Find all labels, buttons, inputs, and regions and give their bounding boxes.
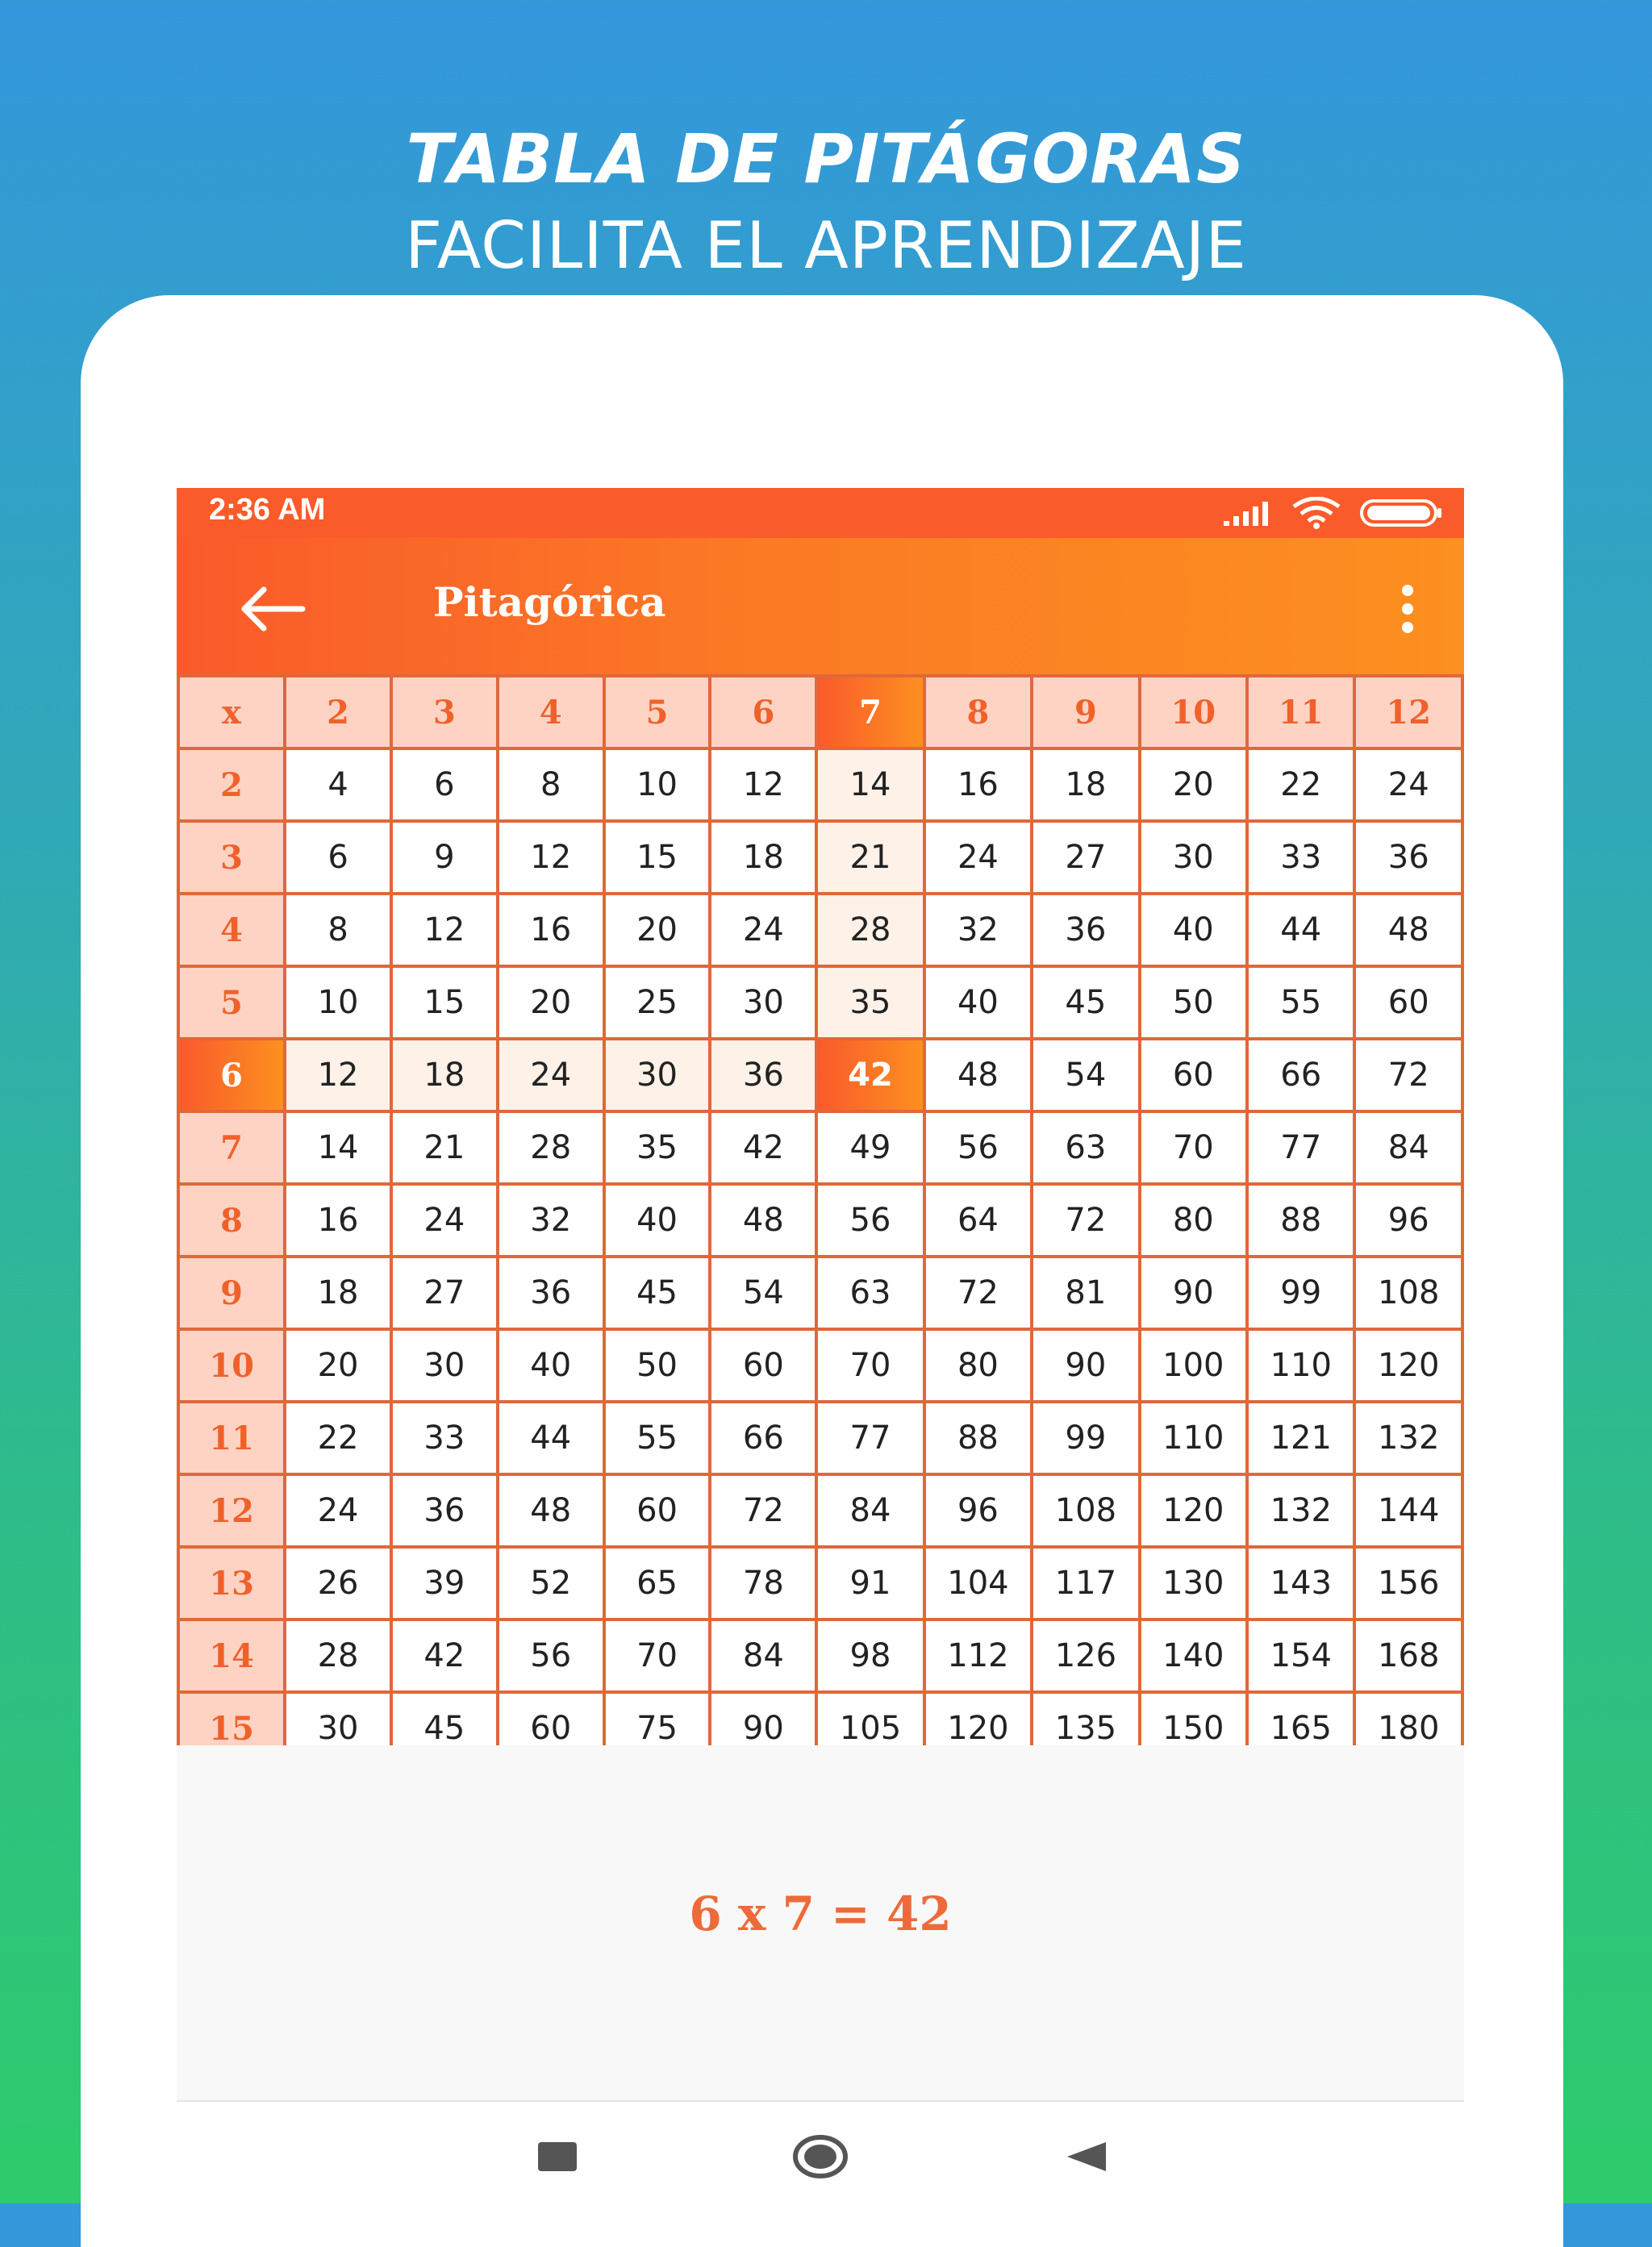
row-header[interactable]: 13 [178,1547,285,1620]
table-corner: x [178,676,285,748]
product-cell[interactable]: 52 [498,1547,604,1620]
table-row [178,1620,1462,1692]
product-cell[interactable]: 27 [391,1257,498,1329]
row-header[interactable]: 4 [178,894,285,966]
product-cell[interactable]: 54 [1032,1039,1139,1111]
product-cell[interactable]: 9 [391,821,498,894]
product-cell[interactable]: 78 [710,1547,816,1620]
product-cell[interactable]: 24 [1354,748,1462,821]
app-bar [177,538,1464,678]
product-cell[interactable]: 44 [498,1402,604,1474]
product-cell[interactable]: 168 [1354,1620,1462,1692]
product-cell[interactable]: 180 [1354,1692,1462,1745]
table-row [178,1111,1462,1184]
column-header[interactable]: 7 [816,676,924,748]
product-cell[interactable]: 84 [816,1474,924,1547]
product-cell[interactable]: 135 [1032,1692,1139,1745]
product-cell[interactable]: 45 [604,1257,711,1329]
product-cell[interactable]: 132 [1247,1474,1354,1547]
product-cell[interactable]: 18 [1032,748,1139,821]
table-row [178,821,1462,894]
product-cell[interactable]: 21 [816,821,924,894]
column-header[interactable]: 9 [1032,676,1139,748]
product-cell[interactable]: 84 [710,1620,816,1692]
product-cell[interactable]: 156 [1354,1547,1462,1620]
product-cell[interactable]: 81 [1032,1257,1139,1329]
product-cell[interactable]: 6 [391,748,498,821]
column-header[interactable]: 8 [924,676,1032,748]
product-cell[interactable]: 120 [1140,1474,1247,1547]
promo-title: TABLA DE PITÁGORAS [406,119,1246,198]
product-cell[interactable]: 20 [285,1329,391,1402]
product-cell[interactable]: 60 [1354,966,1462,1039]
product-cell[interactable]: 30 [604,1039,711,1111]
product-cell[interactable]: 72 [1354,1039,1462,1111]
product-cell[interactable]: 44 [1247,894,1354,966]
column-header[interactable]: 2 [285,676,391,748]
product-cell[interactable]: 25 [604,966,711,1039]
product-cell[interactable]: 36 [391,1474,498,1547]
product-cell[interactable]: 72 [1032,1184,1139,1257]
product-cell[interactable]: 75 [604,1692,711,1745]
product-cell[interactable]: 15 [391,966,498,1039]
product-cell[interactable]: 108 [1354,1257,1462,1329]
product-cell[interactable]: 22 [285,1402,391,1474]
product-cell[interactable]: 48 [924,1039,1032,1111]
table-row [178,1402,1462,1474]
product-cell[interactable]: 50 [1140,966,1247,1039]
product-cell[interactable]: 20 [498,966,604,1039]
product-cell[interactable]: 45 [1032,966,1139,1039]
product-cell[interactable]: 15 [604,821,711,894]
product-cell[interactable]: 30 [1140,821,1247,894]
product-cell[interactable]: 24 [710,894,816,966]
product-cell[interactable]: 18 [391,1039,498,1111]
product-cell[interactable]: 36 [1032,894,1139,966]
product-cell[interactable]: 28 [285,1620,391,1692]
product-cell[interactable]: 54 [710,1257,816,1329]
product-cell[interactable]: 55 [604,1402,711,1474]
circle-home-icon [792,2134,849,2179]
table-row [178,1474,1462,1547]
product-cell[interactable]: 90 [1032,1329,1139,1402]
product-cell[interactable]: 39 [391,1547,498,1620]
table-row [178,894,1462,966]
product-cell[interactable]: 35 [816,966,924,1039]
product-cell[interactable]: 56 [498,1620,604,1692]
recents-button[interactable] [529,2132,586,2181]
square-recents-icon [535,2139,580,2174]
promo-subtitle: FACILITA EL APRENDIZAJE [405,208,1247,283]
arrow-left-icon [233,570,311,648]
product-cell[interactable]: 28 [498,1111,604,1184]
row-header[interactable]: 9 [178,1257,285,1329]
back-button[interactable] [233,570,311,648]
product-cell[interactable]: 40 [924,966,1032,1039]
product-cell[interactable]: 63 [1032,1111,1139,1184]
product-cell[interactable]: 42 [710,1111,816,1184]
product-cell[interactable]: 91 [816,1547,924,1620]
product-cell[interactable]: 88 [924,1402,1032,1474]
product-cell[interactable]: 98 [816,1620,924,1692]
product-cell[interactable]: 90 [1140,1257,1247,1329]
product-cell[interactable]: 80 [924,1329,1032,1402]
product-cell[interactable]: 70 [1140,1111,1247,1184]
product-cell[interactable]: 27 [1032,821,1139,894]
product-cell[interactable]: 132 [1354,1402,1462,1474]
product-cell[interactable]: 8 [285,894,391,966]
home-button[interactable] [792,2132,849,2181]
product-cell[interactable]: 144 [1354,1474,1462,1547]
product-cell[interactable]: 14 [285,1111,391,1184]
product-cell[interactable]: 8 [498,748,604,821]
product-cell[interactable]: 48 [1354,894,1462,966]
row-header[interactable]: 10 [178,1329,285,1402]
product-cell[interactable]: 108 [1032,1474,1139,1547]
table-row [178,1184,1462,1257]
product-cell[interactable]: 105 [816,1692,924,1745]
row-header[interactable]: 11 [178,1402,285,1474]
result-panel [177,1745,1464,2100]
row-header[interactable]: 3 [178,821,285,894]
product-cell[interactable]: 66 [1247,1039,1354,1111]
product-cell[interactable]: 56 [816,1184,924,1257]
table-row [178,1692,1462,1745]
product-cell[interactable]: 40 [1140,894,1247,966]
product-cell[interactable]: 24 [285,1474,391,1547]
product-cell[interactable]: 12 [285,1039,391,1111]
product-cell[interactable]: 117 [1032,1547,1139,1620]
product-cell[interactable]: 143 [1247,1547,1354,1620]
column-header[interactable]: 5 [604,676,711,748]
status-icons [1222,494,1443,532]
column-header[interactable]: 10 [1140,676,1247,748]
column-header[interactable]: 6 [710,676,816,748]
column-header[interactable]: 11 [1247,676,1354,748]
product-cell[interactable]: 26 [285,1547,391,1620]
product-cell[interactable]: 112 [924,1620,1032,1692]
table-row [178,1329,1462,1402]
product-cell[interactable]: 36 [1354,821,1462,894]
product-cell[interactable]: 60 [604,1474,711,1547]
row-header[interactable]: 15 [178,1692,285,1745]
row-header[interactable]: 12 [178,1474,285,1547]
product-cell[interactable]: 104 [924,1547,1032,1620]
status-time: 2:36 AM [209,493,326,527]
app-title: Pitagórica [433,578,666,626]
table-row [178,1547,1462,1620]
product-cell[interactable]: 49 [816,1111,924,1184]
product-cell[interactable]: 36 [710,1039,816,1111]
product-cell[interactable]: 126 [1032,1620,1139,1692]
product-cell[interactable]: 99 [1032,1402,1139,1474]
product-cell[interactable]: 70 [604,1620,711,1692]
product-cell[interactable]: 48 [710,1184,816,1257]
product-cell[interactable]: 165 [1247,1692,1354,1745]
product-cell[interactable]: 121 [1247,1402,1354,1474]
system-nav-bar [177,2102,1464,2203]
product-cell[interactable]: 50 [604,1329,711,1402]
multiplication-grid [177,674,1464,1745]
product-cell[interactable]: 60 [1140,1039,1247,1111]
row-header[interactable]: 14 [178,1620,285,1692]
product-cell[interactable]: 16 [285,1184,391,1257]
product-cell[interactable]: 55 [1247,966,1354,1039]
product-cell[interactable]: 72 [710,1474,816,1547]
product-cell[interactable]: 12 [391,894,498,966]
product-cell[interactable]: 77 [816,1402,924,1474]
product-cell[interactable]: 60 [498,1692,604,1745]
product-cell[interactable]: 4 [285,748,391,821]
product-cell[interactable]: 18 [285,1257,391,1329]
product-cell[interactable]: 96 [1354,1184,1462,1257]
table-header-row [178,676,1462,748]
product-cell[interactable]: 33 [391,1402,498,1474]
product-cell[interactable]: 64 [924,1184,1032,1257]
product-cell[interactable]: 22 [1247,748,1354,821]
overflow-menu-button[interactable] [1391,583,1424,635]
product-cell[interactable]: 77 [1247,1111,1354,1184]
more-vertical-icon [1391,583,1424,635]
product-cell[interactable]: 100 [1140,1329,1247,1402]
product-cell[interactable]: 140 [1140,1620,1247,1692]
row-header[interactable]: 8 [178,1184,285,1257]
product-cell[interactable]: 24 [924,821,1032,894]
table-row [178,1257,1462,1329]
product-cell[interactable]: 24 [498,1039,604,1111]
product-cell[interactable]: 42 [391,1620,498,1692]
product-cell[interactable]: 63 [816,1257,924,1329]
row-header[interactable]: 7 [178,1111,285,1184]
product-cell[interactable]: 88 [1247,1184,1354,1257]
product-cell[interactable]: 32 [924,894,1032,966]
product-cell[interactable]: 66 [710,1402,816,1474]
product-cell[interactable]: 36 [498,1257,604,1329]
column-header[interactable]: 12 [1354,676,1462,748]
wifi-icon [1291,497,1341,529]
product-cell[interactable]: 30 [391,1329,498,1402]
product-cell[interactable]: 6 [285,821,391,894]
product-cell[interactable]: 10 [604,748,711,821]
product-cell[interactable]: 40 [604,1184,711,1257]
product-cell[interactable]: 45 [391,1692,498,1745]
product-cell[interactable]: 70 [816,1329,924,1402]
product-cell[interactable]: 24 [391,1184,498,1257]
product-cell[interactable]: 33 [1247,821,1354,894]
product-cell[interactable]: 120 [924,1692,1032,1745]
product-cell[interactable]: 16 [924,748,1032,821]
product-cell[interactable]: 110 [1140,1402,1247,1474]
product-cell[interactable]: 110 [1247,1329,1354,1402]
product-cell[interactable]: 16 [498,894,604,966]
column-header[interactable]: 3 [391,676,498,748]
row-header[interactable]: 5 [178,966,285,1039]
product-cell[interactable]: 150 [1140,1692,1247,1745]
product-cell[interactable]: 10 [285,966,391,1039]
battery-icon [1359,498,1443,527]
product-cell[interactable]: 30 [285,1692,391,1745]
triangle-back-icon [1064,2139,1109,2174]
product-cell[interactable]: 20 [1140,748,1247,821]
status-bar [177,488,1464,538]
product-cell[interactable]: 28 [816,894,924,966]
multiplication-table [177,674,1464,1745]
column-header[interactable]: 4 [498,676,604,748]
product-cell[interactable]: 90 [710,1692,816,1745]
row-header[interactable]: 6 [178,1039,285,1111]
back-nav-button[interactable] [1058,2132,1115,2181]
product-cell[interactable]: 154 [1247,1620,1354,1692]
product-cell[interactable]: 12 [710,748,816,821]
product-cell[interactable]: 35 [604,1111,711,1184]
product-cell[interactable]: 21 [391,1111,498,1184]
product-cell[interactable]: 65 [604,1547,711,1620]
product-cell-selected[interactable]: 42 [816,1039,924,1111]
product-cell[interactable]: 18 [710,821,816,894]
product-cell[interactable]: 96 [924,1474,1032,1547]
signal-icon [1222,500,1274,526]
product-cell[interactable]: 56 [924,1111,1032,1184]
product-cell[interactable]: 14 [816,748,924,821]
product-cell[interactable]: 80 [1140,1184,1247,1257]
product-cell[interactable]: 20 [604,894,711,966]
table-row [178,966,1462,1039]
product-cell[interactable]: 130 [1140,1547,1247,1620]
product-cell[interactable]: 99 [1247,1257,1354,1329]
product-cell[interactable]: 120 [1354,1329,1462,1402]
table-row [178,748,1462,821]
product-cell[interactable]: 84 [1354,1111,1462,1184]
product-cell[interactable]: 60 [710,1329,816,1402]
product-cell[interactable]: 40 [498,1329,604,1402]
product-cell[interactable]: 32 [498,1184,604,1257]
row-header[interactable]: 2 [178,748,285,821]
phone-screen [177,488,1464,2203]
product-cell[interactable]: 48 [498,1474,604,1547]
table-row [178,1039,1462,1111]
product-cell[interactable]: 72 [924,1257,1032,1329]
product-cell[interactable]: 12 [498,821,604,894]
result-equation: 6 x 7 = 42 [689,1886,952,1941]
product-cell[interactable]: 30 [710,966,816,1039]
